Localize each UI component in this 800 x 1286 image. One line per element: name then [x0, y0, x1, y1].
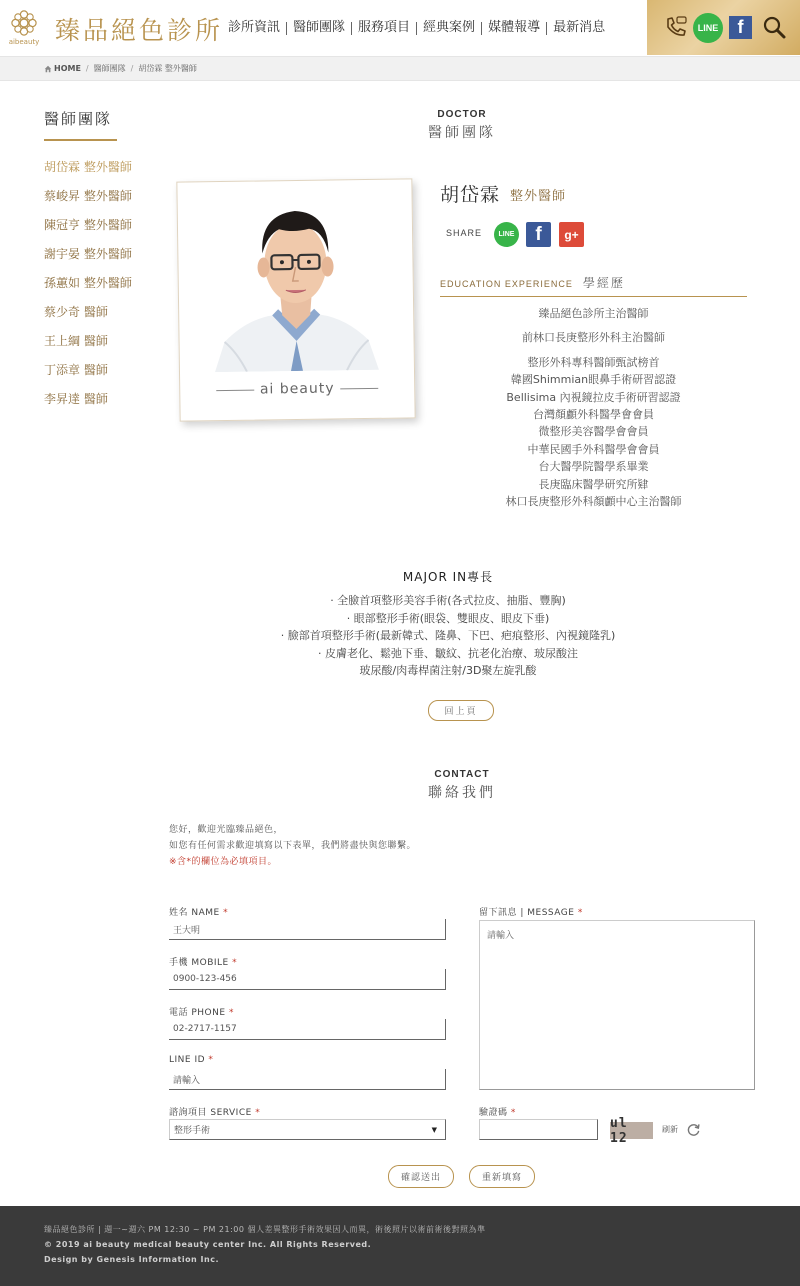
nav-media[interactable]: 媒體報導	[488, 20, 541, 35]
caption-text: ai beauty	[259, 380, 335, 398]
name-label-text: 姓名 NAME	[169, 908, 220, 918]
service-label-text: 諮詢項目 SERVICE	[169, 1108, 252, 1118]
dropdown-arrow-icon: ▼	[431, 1125, 437, 1134]
sidebar-title: 醫師團隊	[44, 108, 117, 141]
education-item: 長庚臨床醫學研究所肄	[538, 477, 649, 491]
nav-services[interactable]: 服務項目	[358, 20, 411, 35]
lotus-logo-icon	[9, 8, 39, 38]
footer-hours: 臻品絕色診所 | 週一~週六 PM 12:30 ~ PM 21:00 個人差異整形手術效果因人而異，術後照片以術前術後對照為準	[44, 1225, 486, 1234]
main-nav	[222, 20, 611, 36]
nav-clinic-info[interactable]: 診所資訊	[228, 20, 281, 35]
education-item: 台大醫學院醫學系畢業	[538, 460, 649, 474]
line-id-label-text: LINE ID	[169, 1055, 206, 1065]
phone-label-text: 電話 PHONE	[169, 1008, 226, 1018]
sidebar-item-hu[interactable]: 胡岱霖 整外醫師	[44, 160, 132, 174]
breadcrumb-home-label: HOME	[54, 64, 81, 73]
name-label	[169, 905, 228, 918]
sidebar-item-sun[interactable]: 孫蕙如 整外醫師	[44, 276, 132, 290]
required-star: *	[208, 1055, 214, 1065]
sidebar-item-tsai-jun[interactable]: 蔡峻昇 整外醫師	[44, 189, 132, 203]
home-icon	[44, 65, 52, 73]
confirm-submit-button[interactable]: 確認送出	[388, 1165, 454, 1188]
education-item: 台灣顏顱外科醫學會會員	[533, 408, 654, 422]
reset-form-button[interactable]: 重新填寫	[469, 1165, 535, 1188]
required-note: ※含*的欄位為必填項目。	[169, 857, 278, 867]
major-item: · 皮膚老化、鬆弛下垂、皺紋、抗老化治療、玻尿酸注	[318, 646, 578, 660]
contact-section-heading	[362, 769, 562, 802]
education-item: 韓國Shimmian眼鼻手術研習認證	[510, 373, 677, 387]
sidebar-item-lee[interactable]: 李昇達 醫師	[44, 392, 108, 406]
major-item: · 全臉首項整形美容手術(各式拉皮、抽脂、豐胸)	[330, 594, 566, 607]
share-line-button[interactable]: LINE	[494, 222, 519, 247]
required-star: *	[255, 1108, 261, 1118]
required-star: *	[577, 908, 583, 918]
phone-chat-icon[interactable]	[663, 14, 689, 40]
back-button[interactable]: 回上頁	[428, 700, 494, 721]
education-item: 微整形美容醫學會會員	[538, 425, 649, 439]
sidebar-item-tsai-shao[interactable]: 蔡少奇 醫師	[44, 305, 108, 319]
message-label	[479, 905, 583, 918]
line-icon[interactable]: LINE	[693, 13, 723, 43]
section-heading-en: DOCTOR	[437, 109, 487, 120]
message-textarea[interactable]: 請輸入	[479, 920, 755, 1090]
header-tools	[647, 0, 800, 55]
major-list	[0, 592, 800, 680]
name-field[interactable]: 王大明	[169, 919, 446, 940]
service-select-value: 整形手術	[174, 1126, 211, 1136]
service-label	[169, 1105, 260, 1118]
doctor-portrait	[204, 190, 386, 372]
doctor-name: 胡岱霖	[440, 184, 501, 206]
doctor-list	[44, 159, 164, 420]
breadcrumb-separator: /	[130, 64, 134, 73]
logo-subtitle: aibeauty	[8, 38, 40, 46]
line-id-field[interactable]: 請輸入	[169, 1069, 446, 1090]
contact-heading-en: CONTACT	[434, 769, 490, 780]
sidebar-item-hsieh[interactable]: 謝宇晏 整外醫師	[44, 247, 132, 261]
contact-intro	[169, 822, 416, 870]
message-label-text: 留下訊息 | MESSAGE	[479, 908, 575, 918]
breadcrumb-home[interactable]	[44, 64, 81, 73]
doctor-sidebar	[44, 108, 164, 420]
facebook-icon[interactable]: f	[729, 16, 752, 39]
breadcrumb-separator: /	[85, 64, 89, 73]
section-heading-zh: 醫師團隊	[428, 125, 496, 141]
required-star: *	[223, 908, 229, 918]
contact-heading-zh: 聯絡我們	[428, 785, 496, 801]
caption-rule	[216, 389, 254, 391]
caption-rule	[341, 387, 379, 389]
mobile-label-text: 手機 MOBILE	[169, 958, 229, 968]
phone-label	[169, 1005, 234, 1018]
logo[interactable]	[8, 8, 40, 46]
doctor-section-heading	[362, 109, 562, 142]
breadcrumb-item-current: 胡岱霖 整外醫師	[138, 64, 197, 73]
share-google-plus-button[interactable]: g+	[559, 222, 584, 247]
nav-cases[interactable]: 經典案例	[423, 20, 476, 35]
doctor-photo-card	[176, 178, 415, 421]
line-id-label	[169, 1055, 213, 1065]
required-star: *	[510, 1108, 516, 1118]
captcha-refresh-label[interactable]: 刷新	[662, 1125, 678, 1134]
education-item: 整形外科專科醫師甄試榜首	[527, 355, 660, 369]
breadcrumb-item-team[interactable]: 醫師團隊	[93, 64, 126, 73]
search-icon[interactable]	[761, 14, 787, 40]
required-star: *	[232, 958, 238, 968]
footer-credit	[44, 1252, 800, 1267]
education-list	[440, 305, 747, 510]
mobile-field[interactable]: 0900-123-456	[169, 969, 446, 990]
captcha-input[interactable]	[479, 1119, 598, 1140]
sidebar-item-ting[interactable]: 丁添章 醫師	[44, 363, 108, 377]
refresh-icon[interactable]	[686, 1122, 701, 1141]
footer-copyright-text: © 2019 ai beauty medical beauty center Inc. All Rights Reserved.	[44, 1240, 372, 1249]
major-title: MAJOR IN專長	[402, 570, 494, 584]
education-heading-en: EDUCATION EXPERIENCE	[440, 279, 573, 289]
share-label: SHARE	[446, 228, 483, 238]
intro-line: 您好，歡迎光臨臻品絕色，	[169, 825, 284, 835]
education-item: 中華民國手外科醫學會會員	[527, 442, 660, 456]
captcha-label	[479, 1105, 516, 1118]
major-item: · 臉部首項整形手術(最新韓式、隆鼻、下巴、疤痕整形、內視鏡隆乳)	[280, 629, 616, 642]
brand-name[interactable]: 臻品絕色診所	[55, 16, 224, 45]
service-select[interactable]	[169, 1119, 446, 1140]
sidebar-item-chen[interactable]: 陳冠亨 整外醫師	[44, 218, 132, 232]
education-item: 臻品絕色診所主治醫師	[538, 307, 649, 320]
major-item: 玻尿酸/肉毒桿菌注射/3D聚左旋乳酸	[359, 664, 537, 677]
education-heading-zh: 學經歷	[582, 276, 625, 290]
education-heading	[440, 274, 747, 297]
sidebar-item-wang[interactable]: 王上綱 醫師	[44, 334, 108, 348]
intro-line: 如您有任何需求歡迎填寫以下表單，我們將盡快與您聯繫。	[169, 841, 417, 851]
nav-doctor-team[interactable]: 醫師團隊	[293, 20, 346, 35]
captcha-label-text: 驗證碼	[479, 1108, 508, 1118]
major-item: · 眼部整形手術(眼袋、雙眼皮、眼皮下垂)	[346, 611, 550, 625]
phone-field[interactable]: 02-2717-1157	[169, 1019, 446, 1040]
doctor-title: 整外醫師	[510, 189, 567, 204]
footer-credit-text: Design by Genesis Information Inc.	[44, 1255, 219, 1264]
mobile-label	[169, 955, 237, 968]
required-star: *	[228, 1008, 234, 1018]
site-header	[0, 0, 800, 56]
photo-caption	[180, 379, 414, 398]
share-facebook-button[interactable]: f	[526, 222, 551, 247]
footer-copyright	[44, 1237, 800, 1252]
education-item: 前林口長庚整形外科主治醫師	[522, 331, 665, 345]
nav-news[interactable]: 最新消息	[553, 20, 606, 35]
breadcrumb	[0, 56, 800, 81]
education-item: 林口長庚整形外科顏顱中心主治醫師	[505, 495, 682, 509]
education-item: Bellisima 內視鏡拉皮手術研習認證	[506, 390, 681, 404]
site-footer	[0, 1206, 800, 1286]
captcha-image: ul 12	[610, 1122, 653, 1139]
